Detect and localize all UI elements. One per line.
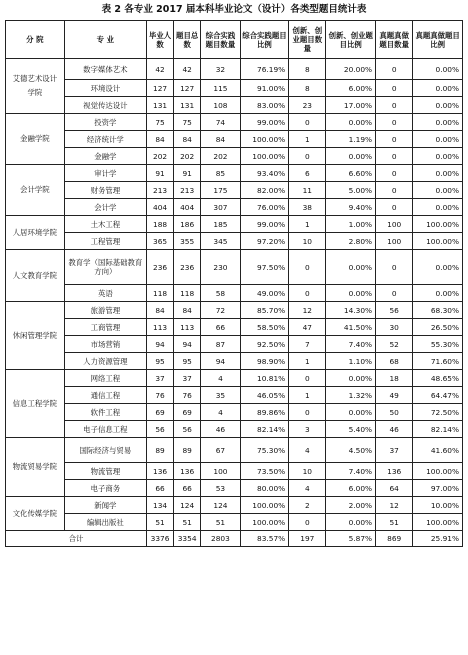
- real-ratio-cell: 0.00%: [413, 97, 463, 114]
- table-row: [6, 404, 463, 421]
- header-real-ratio: 真题真做题目比例: [413, 21, 463, 59]
- practice-count-cell: 124: [201, 497, 240, 514]
- real-ratio-cell: 97.00%: [413, 480, 463, 497]
- innovation-ratio-cell: 0.00%: [326, 114, 376, 131]
- major-cell: 国际经济与贸易: [64, 438, 146, 463]
- topics-total-cell: 37: [174, 370, 201, 387]
- innovation-ratio-cell: 2.00%: [326, 497, 376, 514]
- practice-ratio-cell: 76.19%: [240, 59, 289, 80]
- innovation-ratio-cell: 0.00%: [326, 514, 376, 531]
- header-real-count: 真题真做题目数量: [376, 21, 413, 59]
- real-count-cell: 0: [376, 285, 413, 302]
- graduates-cell: 202: [147, 148, 174, 165]
- graduates-cell: 113: [147, 319, 174, 336]
- major-cell: 投资学: [64, 114, 146, 131]
- innovation-ratio-cell: 7.40%: [326, 463, 376, 480]
- graduates-cell: 127: [147, 80, 174, 97]
- practice-count-cell: 4: [201, 404, 240, 421]
- real-count-cell: 64: [376, 480, 413, 497]
- innovation-ratio-cell: 20.00%: [326, 59, 376, 80]
- practice-ratio-cell: 49.00%: [240, 285, 289, 302]
- innovation-ratio-cell: 0.00%: [326, 404, 376, 421]
- innovation-count-cell: 11: [289, 182, 326, 199]
- graduates-cell: 94: [147, 336, 174, 353]
- innovation-count-cell: 1: [289, 387, 326, 404]
- real-count-cell: 0: [376, 59, 413, 80]
- total-cell: 25.91%: [413, 531, 463, 547]
- school-cell: 信息工程学院: [6, 370, 65, 438]
- practice-count-cell: 94: [201, 353, 240, 370]
- innovation-count-cell: 0: [289, 114, 326, 131]
- real-count-cell: 68: [376, 353, 413, 370]
- table-row: [6, 497, 463, 514]
- innovation-count-cell: 1: [289, 353, 326, 370]
- graduates-cell: 84: [147, 302, 174, 319]
- innovation-count-cell: 2: [289, 497, 326, 514]
- real-ratio-cell: 64.47%: [413, 387, 463, 404]
- real-count-cell: 100: [376, 216, 413, 233]
- practice-count-cell: 345: [201, 233, 240, 250]
- practice-ratio-cell: 80.00%: [240, 480, 289, 497]
- innovation-ratio-cell: 6.00%: [326, 80, 376, 97]
- school-cell: 艾德艺术设计学院: [6, 59, 65, 114]
- innovation-ratio-cell: 1.10%: [326, 353, 376, 370]
- table-row: [6, 199, 463, 216]
- innovation-ratio-cell: 5.40%: [326, 421, 376, 438]
- topics-total-cell: 95: [174, 353, 201, 370]
- practice-count-cell: 85: [201, 165, 240, 182]
- table-row: [6, 370, 463, 387]
- real-count-cell: 136: [376, 463, 413, 480]
- practice-count-cell: 53: [201, 480, 240, 497]
- practice-count-cell: 108: [201, 97, 240, 114]
- topics-total-cell: 76: [174, 387, 201, 404]
- major-cell: 审计学: [64, 165, 146, 182]
- innovation-count-cell: 0: [289, 404, 326, 421]
- topics-total-cell: 66: [174, 480, 201, 497]
- major-cell: 土木工程: [64, 216, 146, 233]
- topics-total-cell: 213: [174, 182, 201, 199]
- table-row: [6, 233, 463, 250]
- practice-ratio-cell: 75.30%: [240, 438, 289, 463]
- topics-total-cell: 69: [174, 404, 201, 421]
- topics-total-cell: 136: [174, 463, 201, 480]
- real-count-cell: 56: [376, 302, 413, 319]
- real-ratio-cell: 0.00%: [413, 131, 463, 148]
- practice-count-cell: 72: [201, 302, 240, 319]
- innovation-count-cell: 23: [289, 97, 326, 114]
- table-row: [6, 353, 463, 370]
- header-practice-ratio: 综合实践题目比例: [240, 21, 289, 59]
- table-row: [6, 131, 463, 148]
- real-ratio-cell: 71.60%: [413, 353, 463, 370]
- major-cell: 金融学: [64, 148, 146, 165]
- innovation-count-cell: 0: [289, 285, 326, 302]
- table-row: [6, 250, 463, 285]
- topics-total-cell: 51: [174, 514, 201, 531]
- graduates-cell: 131: [147, 97, 174, 114]
- innovation-ratio-cell: 1.32%: [326, 387, 376, 404]
- practice-count-cell: 202: [201, 148, 240, 165]
- practice-ratio-cell: 99.00%: [240, 216, 289, 233]
- practice-count-cell: 115: [201, 80, 240, 97]
- school-cell: 物流贸易学院: [6, 438, 65, 497]
- practice-ratio-cell: 97.50%: [240, 250, 289, 285]
- real-ratio-cell: 100.00%: [413, 216, 463, 233]
- practice-count-cell: 175: [201, 182, 240, 199]
- graduates-cell: 188: [147, 216, 174, 233]
- header-topics-total: 题目总数: [174, 21, 201, 59]
- innovation-ratio-cell: 6.00%: [326, 480, 376, 497]
- practice-ratio-cell: 73.50%: [240, 463, 289, 480]
- real-ratio-cell: 100.00%: [413, 463, 463, 480]
- table-row: [6, 216, 463, 233]
- practice-ratio-cell: 97.20%: [240, 233, 289, 250]
- school-cell: 人居环境学院: [6, 216, 65, 250]
- innovation-count-cell: 10: [289, 463, 326, 480]
- table-row: [6, 514, 463, 531]
- total-cell: 869: [376, 531, 413, 547]
- innovation-ratio-cell: 2.80%: [326, 233, 376, 250]
- practice-ratio-cell: 85.70%: [240, 302, 289, 319]
- major-cell: 编辑出版社: [64, 514, 146, 531]
- practice-ratio-cell: 58.50%: [240, 319, 289, 336]
- graduates-cell: 118: [147, 285, 174, 302]
- major-cell: 旅游管理: [64, 302, 146, 319]
- table-row: [6, 114, 463, 131]
- practice-ratio-cell: 46.05%: [240, 387, 289, 404]
- graduates-cell: 89: [147, 438, 174, 463]
- real-count-cell: 0: [376, 80, 413, 97]
- real-ratio-cell: 0.00%: [413, 148, 463, 165]
- practice-count-cell: 58: [201, 285, 240, 302]
- school-cell: 会计学院: [6, 165, 65, 216]
- graduates-cell: 236: [147, 250, 174, 285]
- innovation-ratio-cell: 17.00%: [326, 97, 376, 114]
- topics-total-cell: 113: [174, 319, 201, 336]
- practice-ratio-cell: 93.40%: [240, 165, 289, 182]
- school-cell: 人文教育学院: [6, 250, 65, 302]
- header-innovation-count: 创新、创业题目数量: [289, 21, 326, 59]
- innovation-count-cell: 1: [289, 131, 326, 148]
- table-row: [6, 285, 463, 302]
- practice-ratio-cell: 83.00%: [240, 97, 289, 114]
- real-count-cell: 0: [376, 97, 413, 114]
- topics-total-cell: 202: [174, 148, 201, 165]
- topics-total-cell: 355: [174, 233, 201, 250]
- real-ratio-cell: 55.30%: [413, 336, 463, 353]
- total-row: [6, 531, 463, 547]
- table-row: [6, 421, 463, 438]
- real-count-cell: 0: [376, 114, 413, 131]
- innovation-count-cell: 47: [289, 319, 326, 336]
- graduates-cell: 56: [147, 421, 174, 438]
- real-count-cell: 100: [376, 233, 413, 250]
- real-ratio-cell: 0.00%: [413, 165, 463, 182]
- table-row: [6, 302, 463, 319]
- innovation-count-cell: 10: [289, 233, 326, 250]
- graduates-cell: 95: [147, 353, 174, 370]
- innovation-count-cell: 3: [289, 421, 326, 438]
- real-ratio-cell: 68.30%: [413, 302, 463, 319]
- table-row: [6, 97, 463, 114]
- header-major: 专 业: [64, 21, 146, 59]
- header-innovation-ratio: 创新、创业题目比例: [326, 21, 376, 59]
- real-count-cell: 0: [376, 148, 413, 165]
- table-row: [6, 148, 463, 165]
- real-ratio-cell: 41.60%: [413, 438, 463, 463]
- table-row: [6, 182, 463, 199]
- major-cell: 英语: [64, 285, 146, 302]
- major-cell: 环境设计: [64, 80, 146, 97]
- practice-count-cell: 100: [201, 463, 240, 480]
- total-cell: 2803: [201, 531, 240, 547]
- practice-ratio-cell: 82.00%: [240, 182, 289, 199]
- major-cell: 教育学（国际基础教育方向）: [64, 250, 146, 285]
- topics-total-cell: 404: [174, 199, 201, 216]
- real-count-cell: 0: [376, 131, 413, 148]
- topics-total-cell: 91: [174, 165, 201, 182]
- real-ratio-cell: 0.00%: [413, 182, 463, 199]
- major-cell: 电子信息工程: [64, 421, 146, 438]
- innovation-ratio-cell: 14.30%: [326, 302, 376, 319]
- real-ratio-cell: 48.65%: [413, 370, 463, 387]
- innovation-count-cell: 8: [289, 59, 326, 80]
- practice-count-cell: 84: [201, 131, 240, 148]
- topics-total-cell: 84: [174, 302, 201, 319]
- practice-count-cell: 230: [201, 250, 240, 285]
- graduates-cell: 365: [147, 233, 174, 250]
- real-count-cell: 46: [376, 421, 413, 438]
- practice-ratio-cell: 100.00%: [240, 131, 289, 148]
- graduates-cell: 75: [147, 114, 174, 131]
- innovation-ratio-cell: 0.00%: [326, 370, 376, 387]
- real-count-cell: 0: [376, 165, 413, 182]
- real-count-cell: 0: [376, 182, 413, 199]
- innovation-count-cell: 12: [289, 302, 326, 319]
- real-count-cell: 18: [376, 370, 413, 387]
- practice-count-cell: 51: [201, 514, 240, 531]
- graduates-cell: 213: [147, 182, 174, 199]
- real-ratio-cell: 72.50%: [413, 404, 463, 421]
- real-count-cell: 0: [376, 199, 413, 216]
- major-cell: 软件工程: [64, 404, 146, 421]
- header-school: 分 院: [6, 21, 65, 59]
- major-cell: 电子商务: [64, 480, 146, 497]
- innovation-count-cell: 4: [289, 438, 326, 463]
- header-row: [6, 21, 463, 59]
- topics-total-cell: 124: [174, 497, 201, 514]
- innovation-ratio-cell: 6.60%: [326, 165, 376, 182]
- practice-count-cell: 46: [201, 421, 240, 438]
- innovation-ratio-cell: 0.00%: [326, 285, 376, 302]
- topics-total-cell: 56: [174, 421, 201, 438]
- major-cell: 人力资源管理: [64, 353, 146, 370]
- school-cell: 文化传媒学院: [6, 497, 65, 531]
- innovation-count-cell: 0: [289, 370, 326, 387]
- total-cell: 5.87%: [326, 531, 376, 547]
- table-row: [6, 336, 463, 353]
- table-row: [6, 319, 463, 336]
- innovation-ratio-cell: 9.40%: [326, 199, 376, 216]
- major-cell: 工商管理: [64, 319, 146, 336]
- graduates-cell: 37: [147, 370, 174, 387]
- real-ratio-cell: 82.14%: [413, 421, 463, 438]
- header-graduates: 毕业人数: [147, 21, 174, 59]
- practice-ratio-cell: 91.00%: [240, 80, 289, 97]
- topics-total-cell: 186: [174, 216, 201, 233]
- topics-total-cell: 236: [174, 250, 201, 285]
- table-row: [6, 80, 463, 97]
- graduates-cell: 66: [147, 480, 174, 497]
- topics-total-cell: 127: [174, 80, 201, 97]
- innovation-count-cell: 6: [289, 165, 326, 182]
- major-cell: 会计学: [64, 199, 146, 216]
- practice-ratio-cell: 76.00%: [240, 199, 289, 216]
- graduates-cell: 69: [147, 404, 174, 421]
- practice-ratio-cell: 89.86%: [240, 404, 289, 421]
- graduates-cell: 404: [147, 199, 174, 216]
- practice-ratio-cell: 100.00%: [240, 148, 289, 165]
- practice-ratio-cell: 100.00%: [240, 497, 289, 514]
- real-ratio-cell: 100.00%: [413, 233, 463, 250]
- practice-ratio-cell: 10.81%: [240, 370, 289, 387]
- graduates-cell: 84: [147, 131, 174, 148]
- total-cell: 197: [289, 531, 326, 547]
- table-row: [6, 165, 463, 182]
- major-cell: 新闻学: [64, 497, 146, 514]
- innovation-count-cell: 7: [289, 336, 326, 353]
- header-practice-count: 综合实践题目数量: [201, 21, 240, 59]
- table-row: [6, 438, 463, 463]
- real-ratio-cell: 0.00%: [413, 199, 463, 216]
- innovation-count-cell: 1: [289, 216, 326, 233]
- real-ratio-cell: 0.00%: [413, 285, 463, 302]
- school-cell: 休闲管理学院: [6, 302, 65, 370]
- innovation-ratio-cell: 1.19%: [326, 131, 376, 148]
- table-body: [6, 59, 463, 547]
- innovation-ratio-cell: 4.50%: [326, 438, 376, 463]
- table-row: [6, 463, 463, 480]
- real-count-cell: 52: [376, 336, 413, 353]
- practice-count-cell: 87: [201, 336, 240, 353]
- major-cell: 工程管理: [64, 233, 146, 250]
- practice-count-cell: 66: [201, 319, 240, 336]
- innovation-ratio-cell: 41.50%: [326, 319, 376, 336]
- innovation-ratio-cell: 0.00%: [326, 250, 376, 285]
- practice-count-cell: 35: [201, 387, 240, 404]
- topics-total-cell: 84: [174, 131, 201, 148]
- innovation-count-cell: 8: [289, 80, 326, 97]
- practice-count-cell: 32: [201, 59, 240, 80]
- topics-total-cell: 89: [174, 438, 201, 463]
- real-ratio-cell: 26.50%: [413, 319, 463, 336]
- major-cell: 数字媒体艺术: [64, 59, 146, 80]
- topics-total-cell: 94: [174, 336, 201, 353]
- topics-total-cell: 42: [174, 59, 201, 80]
- graduates-cell: 91: [147, 165, 174, 182]
- real-ratio-cell: 10.00%: [413, 497, 463, 514]
- real-count-cell: 0: [376, 250, 413, 285]
- real-count-cell: 51: [376, 514, 413, 531]
- major-cell: 财务管理: [64, 182, 146, 199]
- graduates-cell: 134: [147, 497, 174, 514]
- real-count-cell: 49: [376, 387, 413, 404]
- real-ratio-cell: 0.00%: [413, 114, 463, 131]
- innovation-count-cell: 0: [289, 148, 326, 165]
- graduates-cell: 136: [147, 463, 174, 480]
- innovation-ratio-cell: 1.00%: [326, 216, 376, 233]
- major-cell: 经济统计学: [64, 131, 146, 148]
- innovation-ratio-cell: 7.40%: [326, 336, 376, 353]
- practice-ratio-cell: 99.00%: [240, 114, 289, 131]
- practice-ratio-cell: 98.90%: [240, 353, 289, 370]
- innovation-count-cell: 0: [289, 514, 326, 531]
- school-cell: 金融学院: [6, 114, 65, 165]
- real-ratio-cell: 0.00%: [413, 250, 463, 285]
- graduates-cell: 76: [147, 387, 174, 404]
- major-cell: 物流管理: [64, 463, 146, 480]
- total-cell: 3354: [174, 531, 201, 547]
- total-label: 合计: [6, 531, 147, 547]
- major-cell: 市场营销: [64, 336, 146, 353]
- real-count-cell: 30: [376, 319, 413, 336]
- major-cell: 网络工程: [64, 370, 146, 387]
- table-row: [6, 387, 463, 404]
- practice-ratio-cell: 82.14%: [240, 421, 289, 438]
- real-ratio-cell: 100.00%: [413, 514, 463, 531]
- graduates-cell: 42: [147, 59, 174, 80]
- innovation-ratio-cell: 0.00%: [326, 148, 376, 165]
- practice-count-cell: 74: [201, 114, 240, 131]
- innovation-count-cell: 4: [289, 480, 326, 497]
- practice-ratio-cell: 92.50%: [240, 336, 289, 353]
- practice-ratio-cell: 100.00%: [240, 514, 289, 531]
- real-count-cell: 50: [376, 404, 413, 421]
- major-cell: 视觉传达设计: [64, 97, 146, 114]
- innovation-ratio-cell: 5.00%: [326, 182, 376, 199]
- practice-count-cell: 4: [201, 370, 240, 387]
- table-row: [6, 59, 463, 80]
- real-count-cell: 12: [376, 497, 413, 514]
- practice-count-cell: 67: [201, 438, 240, 463]
- table-row: [6, 480, 463, 497]
- innovation-count-cell: 0: [289, 250, 326, 285]
- total-cell: 83.57%: [240, 531, 289, 547]
- topics-total-cell: 118: [174, 285, 201, 302]
- total-cell: 3376: [147, 531, 174, 547]
- practice-count-cell: 185: [201, 216, 240, 233]
- table-title: 表 2 各专业 2017 届本科毕业论文（设计）各类型题目统计表: [101, 4, 367, 15]
- real-ratio-cell: 0.00%: [413, 59, 463, 80]
- real-ratio-cell: 0.00%: [413, 80, 463, 97]
- major-cell: 通信工程: [64, 387, 146, 404]
- real-count-cell: 37: [376, 438, 413, 463]
- topics-total-cell: 75: [174, 114, 201, 131]
- innovation-count-cell: 38: [289, 199, 326, 216]
- practice-count-cell: 307: [201, 199, 240, 216]
- topics-total-cell: 131: [174, 97, 201, 114]
- graduates-cell: 51: [147, 514, 174, 531]
- statistics-table: [5, 20, 463, 547]
